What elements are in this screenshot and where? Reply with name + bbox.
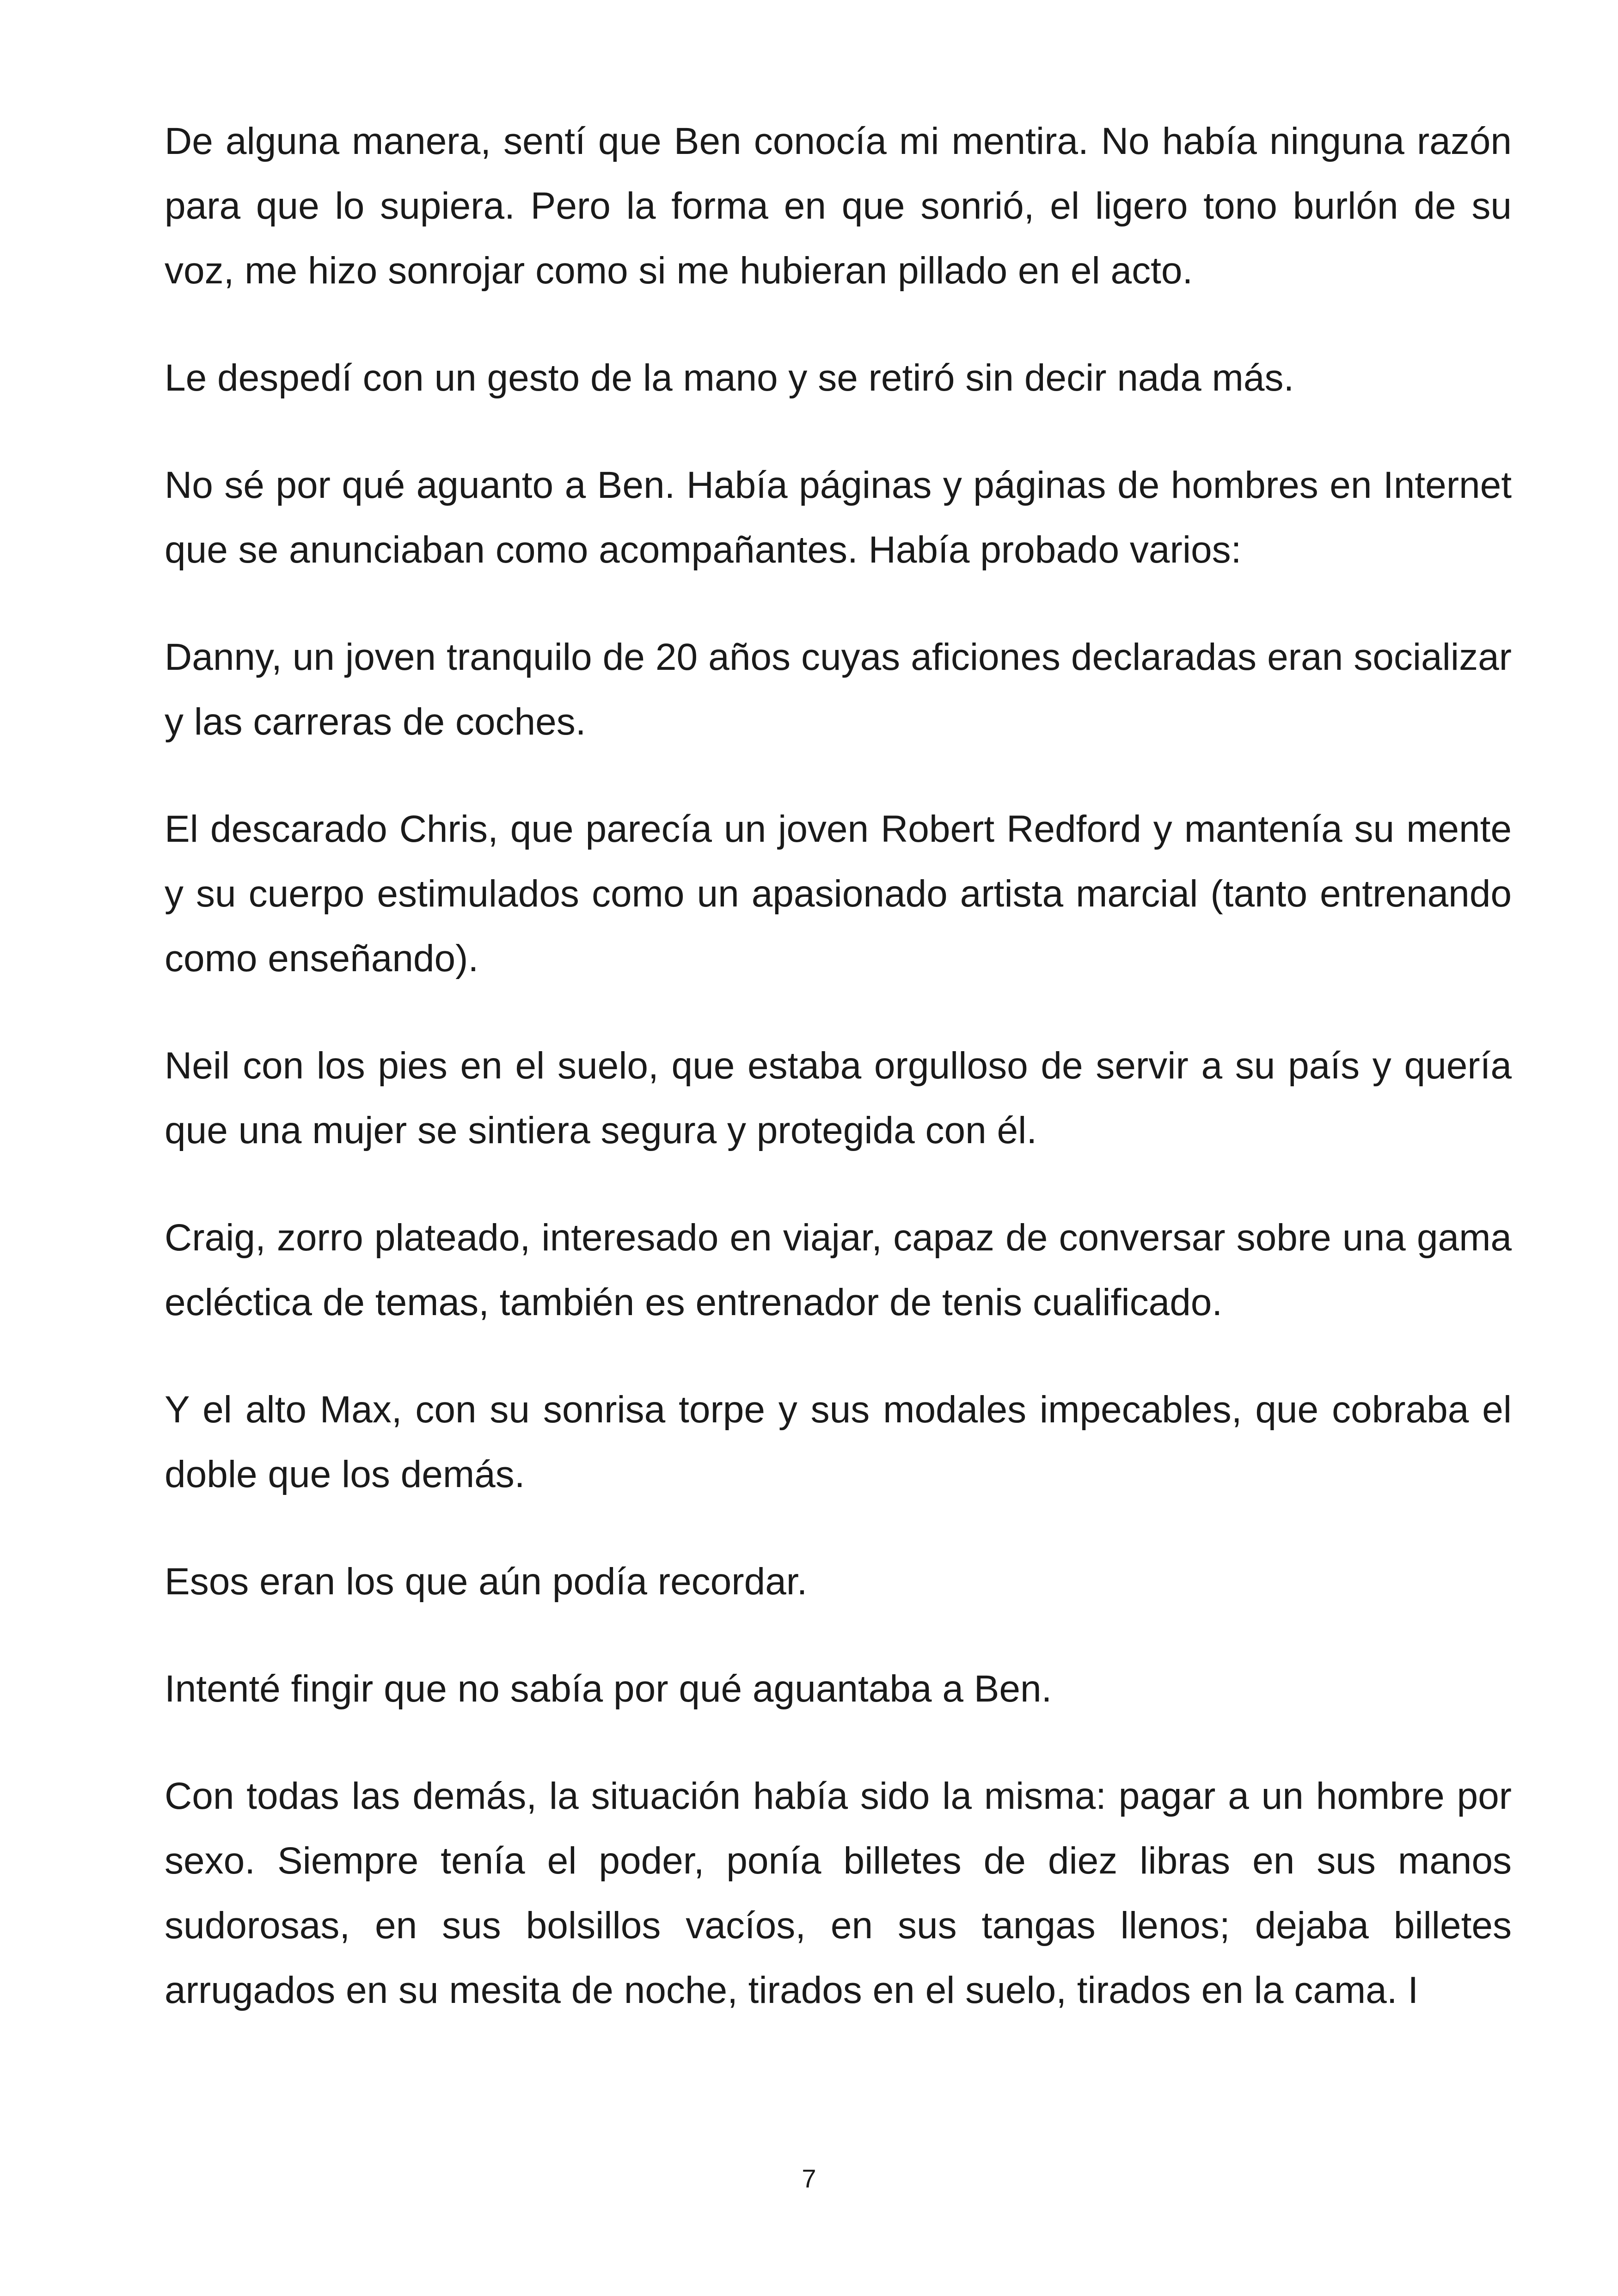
paragraph: Esos eran los que aún podía recordar. bbox=[165, 1561, 808, 1603]
paragraph: Craig, zorro plateado, interesado en viajar, capaz de conversar sobre una gama ecléctica de temas, también es entrenador de tenis cualificado. bbox=[165, 1217, 1512, 1323]
paragraph: Y el alto Max, con su sonrisa torpe y sus modales impecables, que cobraba el doble que los demás. bbox=[165, 1389, 1512, 1495]
paragraph: El descarado Chris, que parecía un joven Robert Redford y mantenía su mente y su cuerpo estimulados como un apasionado artista marcial (tanto entrenando como enseñando). bbox=[165, 808, 1512, 980]
page-number: 7 bbox=[802, 2164, 816, 2193]
paragraph: Le despedí con un gesto de la mano y se retiró sin decir nada más. bbox=[165, 357, 1294, 399]
paragraph: No sé por qué aguanto a Ben. Había páginas y páginas de hombres en Internet que se anunciaban como acompañantes. Había probado varios: bbox=[165, 464, 1512, 571]
body-text bbox=[165, 109, 1512, 2065]
paragraph: Con todas las demás, la situación había sido la misma: pagar a un hombre por sexo. Siempre tenía el poder, ponía billetes de diez libras en sus manos sudorosas, en sus bolsillos vacíos, en sus tangas llenos; dejaba billetes arrugados en su mesita de noche, tirados en el suelo, tirados en la cama. I bbox=[165, 1775, 1512, 2011]
paragraph: Intenté fingir que no sabía por qué aguantaba a Ben. bbox=[165, 1668, 1052, 1710]
paragraph: De alguna manera, sentí que Ben conocía mi mentira. No había ninguna razón para que lo supiera. Pero la forma en que sonrió, el ligero tono burlón de su voz, me hizo sonrojar como si me hubieran pillado en el acto. bbox=[165, 120, 1512, 292]
paragraph: Neil con los pies en el suelo, que estaba orgulloso de servir a su país y quería que una mujer se sintiera segura y protegida con él. bbox=[165, 1045, 1512, 1151]
paragraph: Danny, un joven tranquilo de 20 años cuyas aficiones declaradas eran socializar y las carreras de coches. bbox=[165, 636, 1512, 743]
